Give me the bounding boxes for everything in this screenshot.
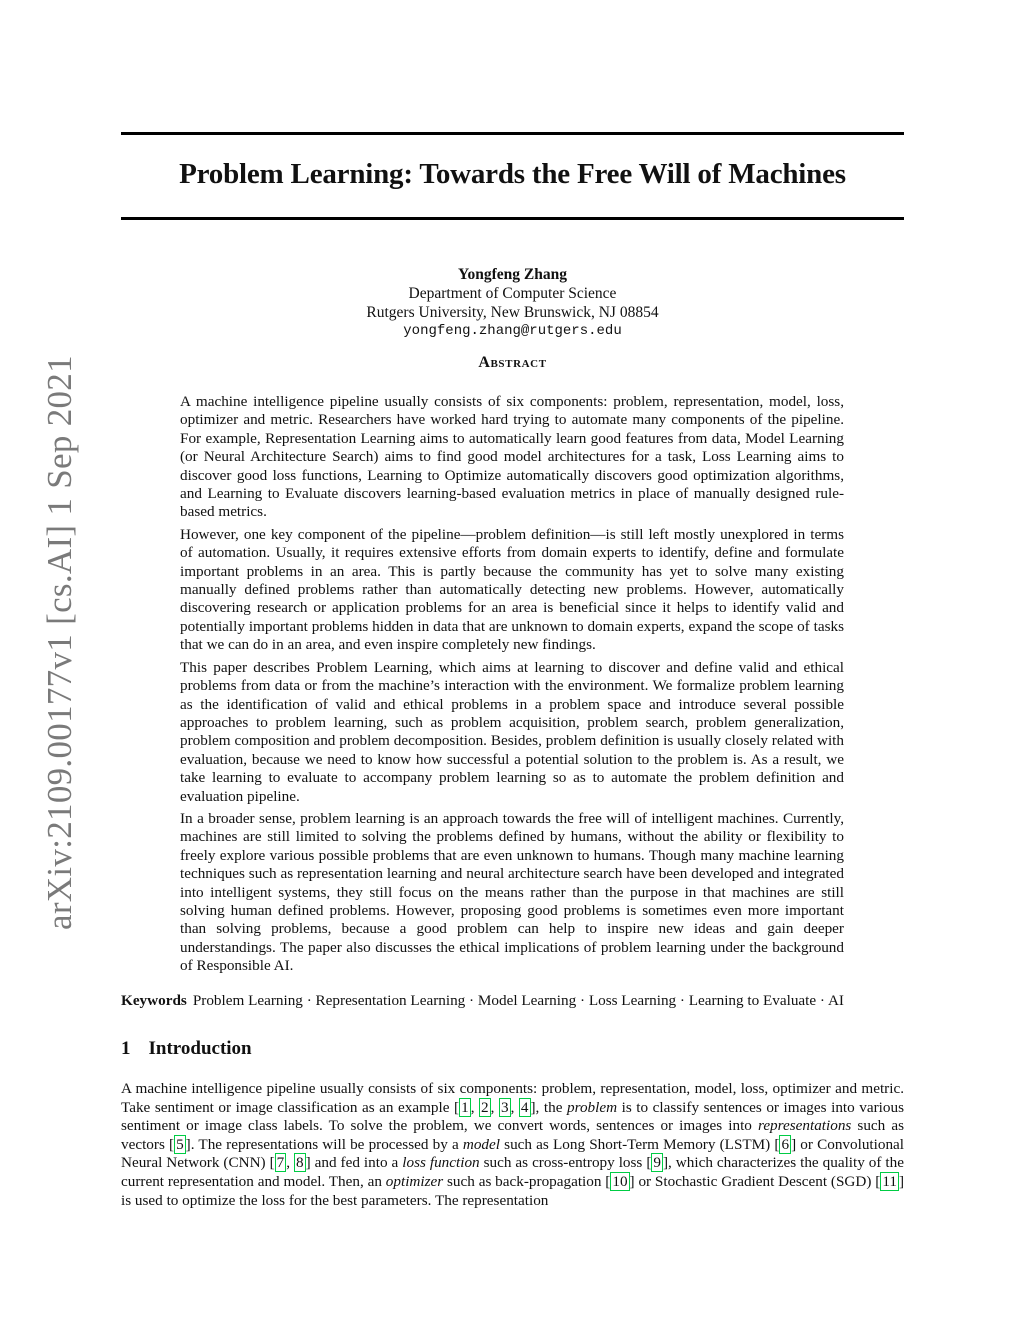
title-rule-bottom — [121, 217, 904, 220]
intro-text-run: ] is used to optimize the loss for the best parameters. The representation — [121, 1172, 904, 1209]
citation-link[interactable]: 4 — [520, 1098, 529, 1116]
arxiv-identifier-stamp: arXiv:2109.00177v1 [cs.AI] 1 Sep 2021 — [40, 355, 79, 930]
abstract-paragraph: This paper describes Problem Learning, which aims at learning to discover and define valid and ethical problems from data or from the machine’s interaction with the environment. We formalize problem learning as the identification of valid and ethical problems in a problem space and introduce several possible approaches to problem learning, such as problem acquisition, problem search, problem generalization, problem composition and problem decomposition. Besides, problem definition is usually closely related with evaluation, because we need to know how successful a potential solution to the problem is. As a result, we take learning to evaluate to accompany problem learning so as to automate the problem definition and evaluation pipeline. — [180, 658, 844, 805]
keywords-line — [121, 991, 904, 1010]
citation-separator: , — [470, 1098, 480, 1116]
abstract-paragraph: A machine intelligence pipeline usually consists of six components: problem, representation, model, loss, optimizer and metric. Researchers have worked hard trying to automate many components of the pipeline. For example, Representation Learning aims to automatically learn good features from data, Model Learning (or Neural Architecture Search) aims to find good model architectures for a task, Loss Learning aims to discover good loss functions, Learning to Optimize automatically discovers good optimization algorithms, and Learning to Evaluate discovers learning-based evaluation metrics in place of manually designed rule-based metrics. — [180, 393, 844, 521]
title-rule-top — [121, 132, 904, 135]
citation-link[interactable]: 7 — [276, 1154, 285, 1172]
intro-text-run: A machine intelligence pipeline usually consists of six components: problem, representation, model, loss, optimizer and metric. Take sentiment or image classification as an example [ — [121, 1080, 904, 1116]
intro-text-run: is to classify sentences or images into various sentiment or image class labels. To solve the problem, we convert words, sentences or images into — [121, 1098, 904, 1135]
author-block — [121, 265, 904, 341]
intro-text-run: ]. The representations will be processed by a — [185, 1135, 463, 1153]
citation-link[interactable]: 8 — [296, 1154, 304, 1172]
citation-link[interactable]: 9 — [653, 1154, 661, 1172]
citation-link[interactable]: 2 — [481, 1098, 489, 1116]
emphasis-loss-function: loss function — [402, 1154, 480, 1172]
emphasis-optimizer: optimizer — [385, 1172, 444, 1190]
author-name: Yongfeng Zhang — [458, 266, 567, 283]
abstract-heading: Abstract — [478, 354, 547, 371]
emphasis-model: model — [462, 1135, 500, 1153]
intro-text-run: such as back-propagation [ — [443, 1172, 611, 1190]
abstract-body — [180, 393, 844, 980]
intro-text-run: such as Long Short-Term Memory (LSTM) [ — [500, 1135, 780, 1153]
abstract-paragraph: In a broader sense, problem learning is an approach towards the free will of intelligent machines. Currently, machines are still limited to solving the problems defined by humans, without the ability or flexibility to freely explore various possible problems that are even unknown to humans. Though many machine learning techniques such as representation learning and neural architecture search have been developed and integrated into intelligent systems, they still focus on the means rather than the purpose in that machines are still solving human defined problems. However, proposing good problems is sometimes even more important than solving problems, because a good problem can help to inspire new ideas and gain deeper understandings. The paper also discusses the ethical implications of problem learning under the background of Responsible AI. — [180, 809, 844, 975]
section-heading — [121, 1038, 252, 1060]
emphasis-problem: problem — [567, 1098, 618, 1116]
intro-text-run: such as cross-entropy loss [ — [479, 1154, 652, 1172]
abstract-paragraph: However, one key component of the pipeline—problem definition—is still left mostly unexplored in terms of automation. Usually, it requires extensive efforts from domain experts to identify, define and formulate important problems in an area. This is partly because the community has yet to solve many existing manually defined problems rather than automatically detecting new problems. However, automatically discovering research or application problems for an area is beneficial since it helps to identify valid and potentially important problems hidden in data that are unknown to domain experts, expand the scope of tasks that we can do in an area, and even inspire completely new findings. — [180, 525, 844, 654]
emphasis-representations: representations — [757, 1117, 852, 1135]
intro-paragraph — [121, 1080, 904, 1210]
citation-link[interactable]: 5 — [176, 1135, 184, 1153]
citation-separator: , — [286, 1154, 295, 1172]
intro-text-run: such as vectors [ — [121, 1117, 904, 1153]
citation-separator: , — [510, 1098, 519, 1116]
intro-text-run: ], which characterizes the quality of the current representation and model. Then, an — [121, 1154, 904, 1190]
section-title: Introduction — [148, 1038, 252, 1059]
author-affiliation: Rutgers University, New Brunswick, NJ 08854 — [366, 304, 659, 321]
section-number: 1 — [121, 1038, 131, 1059]
keywords-text: Problem Learning · Representation Learning · Model Learning · Loss Learning · Learning to Evaluate · AI — [192, 992, 844, 1009]
author-department: Department of Computer Science — [408, 285, 617, 302]
citation-link[interactable]: 10 — [612, 1172, 628, 1190]
intro-text-run: ] or Stochastic Gradient Descent (SGD) [ — [629, 1172, 881, 1190]
intro-text-run: ] and fed into a — [305, 1154, 403, 1172]
intro-text-run: ], the — [530, 1098, 568, 1116]
intro-text — [121, 1080, 904, 1210]
citation-link[interactable]: 11 — [882, 1172, 897, 1190]
citation-link[interactable]: 6 — [781, 1135, 790, 1153]
citation-link[interactable]: 3 — [500, 1098, 509, 1116]
keywords-label: Keywords — [121, 992, 187, 1009]
author-email[interactable]: yongfeng.zhang@rutgers.edu — [403, 323, 622, 339]
citation-separator: , — [490, 1098, 499, 1116]
paper-title: Problem Learning: Towards the Free Will of Machines — [179, 158, 846, 190]
intro-text-run: ] or Convolutional Neural Network (CNN) [ — [121, 1135, 904, 1172]
citation-link[interactable]: 1 — [461, 1098, 469, 1116]
